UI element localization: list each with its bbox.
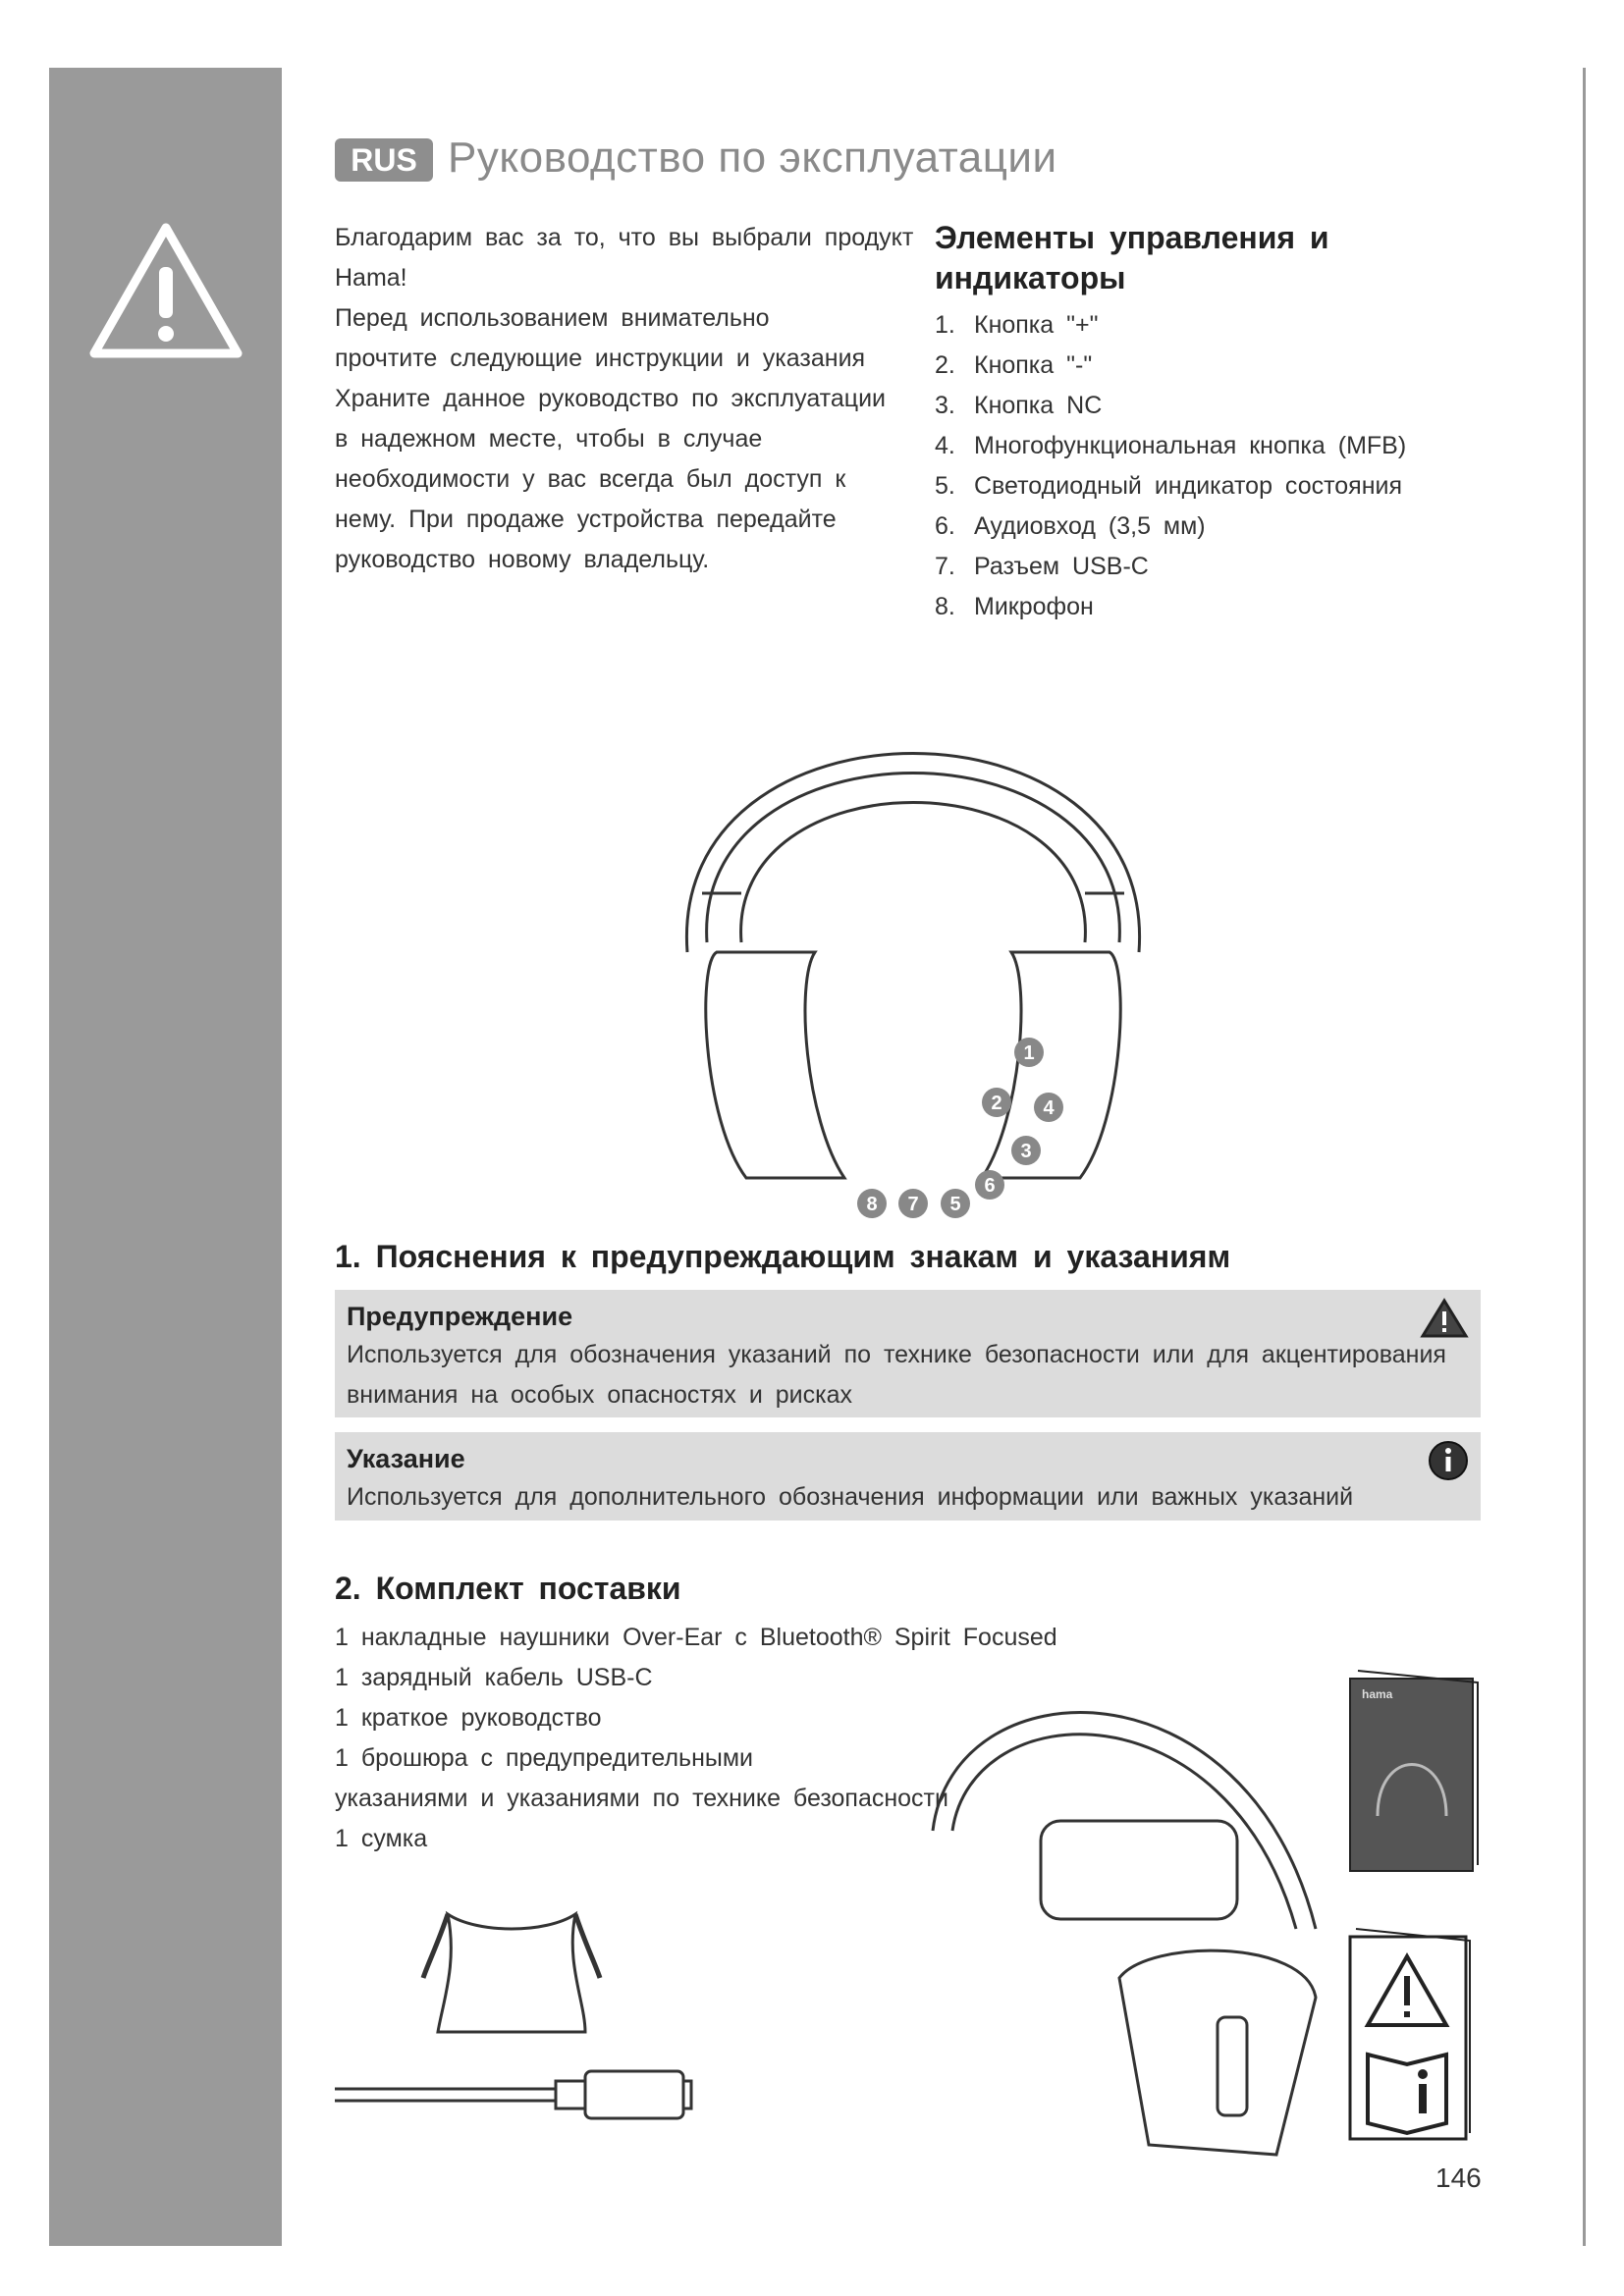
item-number: 8. [935,593,955,620]
item-number: 2. [935,351,955,379]
callout-2: 2 [991,1093,1002,1114]
item-label: Светодиодный индикатор состояния [974,472,1403,500]
item-number: 4. [935,432,955,459]
item-label: Кнопка "-" [974,351,1093,379]
item-label: Разъем USB-C [974,553,1149,580]
quick-guide-image [1348,1669,1481,1875]
booklet-logo: hama [1362,1687,1393,1701]
list-item [935,466,1406,507]
controls-heading: Элементы управления и индикаторы [935,220,1329,295]
item-label: Кнопка "+" [974,311,1099,339]
intro-line: Храните данное руководство по эксплуатации [335,385,886,412]
callout-4: 4 [1043,1097,1055,1119]
intro-line: нему. При продаже устройства передайте [335,506,837,533]
item-label: Кнопка NC [974,392,1103,419]
list-item [935,305,1406,346]
list-item [935,426,1406,466]
page-number: 146 [1435,2163,1482,2193]
intro-line: прочтите следующие инструкции и указания [335,345,866,372]
warning-box [335,1290,1481,1417]
item-label: Многофункциональная кнопка (MFB) [974,432,1407,459]
item-number: 1. [935,311,955,339]
intro-line: в надежном месте, чтобы в случае [335,425,763,453]
list-item: 1 брошюра с предупредительными [335,1744,753,1772]
intro-line: Благодарим вас за то, что вы выбрали продукт [335,224,914,251]
intro-line: необходимости у вас всегда был доступ к [335,465,846,493]
item-label: Микрофон [974,593,1094,620]
intro-line: руководство новому владельцу. [335,546,710,573]
language-badge: RUS [335,138,433,182]
callout-3: 3 [1020,1141,1032,1162]
safety-brochure-image [1348,1927,1474,2143]
list-item [935,507,1406,547]
section1-heading: 1. Пояснения к предупреждающим знакам и указаниям [335,1239,1231,1274]
note-text: Используется для дополнительного обозначения информации или важных указаний [347,1483,1354,1511]
headphones-diagram [648,628,1178,1237]
list-item [935,547,1406,587]
right-rule [1583,68,1586,2246]
usb-c-cable-image [335,2069,693,2120]
intro-line: Перед использованием внимательно [335,304,770,332]
warning-title: Предупреждение [347,1302,573,1331]
list-item [935,386,1406,426]
warning-icon [1420,1298,1469,1339]
intro-line: Hama! [335,264,407,292]
list-item: 1 сумка [335,1825,428,1852]
item-number: 6. [935,512,955,540]
warning-text: Используется для обозначения указаний по технике безопасности или для акцентирования внимания на особых опасностях и рисках [347,1341,1446,1409]
callout-1: 1 [1023,1042,1035,1064]
folded-headphones-image [923,1683,1340,2160]
info-icon [1428,1440,1469,1481]
callout-8: 8 [866,1194,878,1215]
warning-triangle-icon [88,222,244,361]
list-item: 1 зарядный кабель USB-C [335,1664,653,1691]
callout-5: 5 [949,1194,961,1215]
callout-7: 7 [907,1194,919,1215]
section2-heading: 2. Комплект поставки [335,1571,681,1606]
note-box [335,1432,1481,1521]
note-title: Указание [347,1444,465,1473]
list-item: 1 краткое руководство [335,1704,602,1732]
page-title: Руководство по эксплуатации [448,133,1057,182]
item-label: Аудиовход (3,5 мм) [974,512,1206,540]
list-item: 1 накладные наушники Over-Ear с Bluetooth® Spirit Focused [335,1624,1057,1651]
pouch-image [418,1904,607,2042]
item-number: 3. [935,392,955,419]
item-number: 7. [935,553,955,580]
intro-text [335,218,914,580]
side-band [49,68,282,2246]
item-number: 5. [935,472,955,500]
controls-list [935,305,1406,627]
list-item [935,346,1406,386]
list-item: указаниями и указаниями по технике безопасности [335,1785,948,1812]
list-item [935,587,1406,627]
callout-6: 6 [984,1175,996,1197]
